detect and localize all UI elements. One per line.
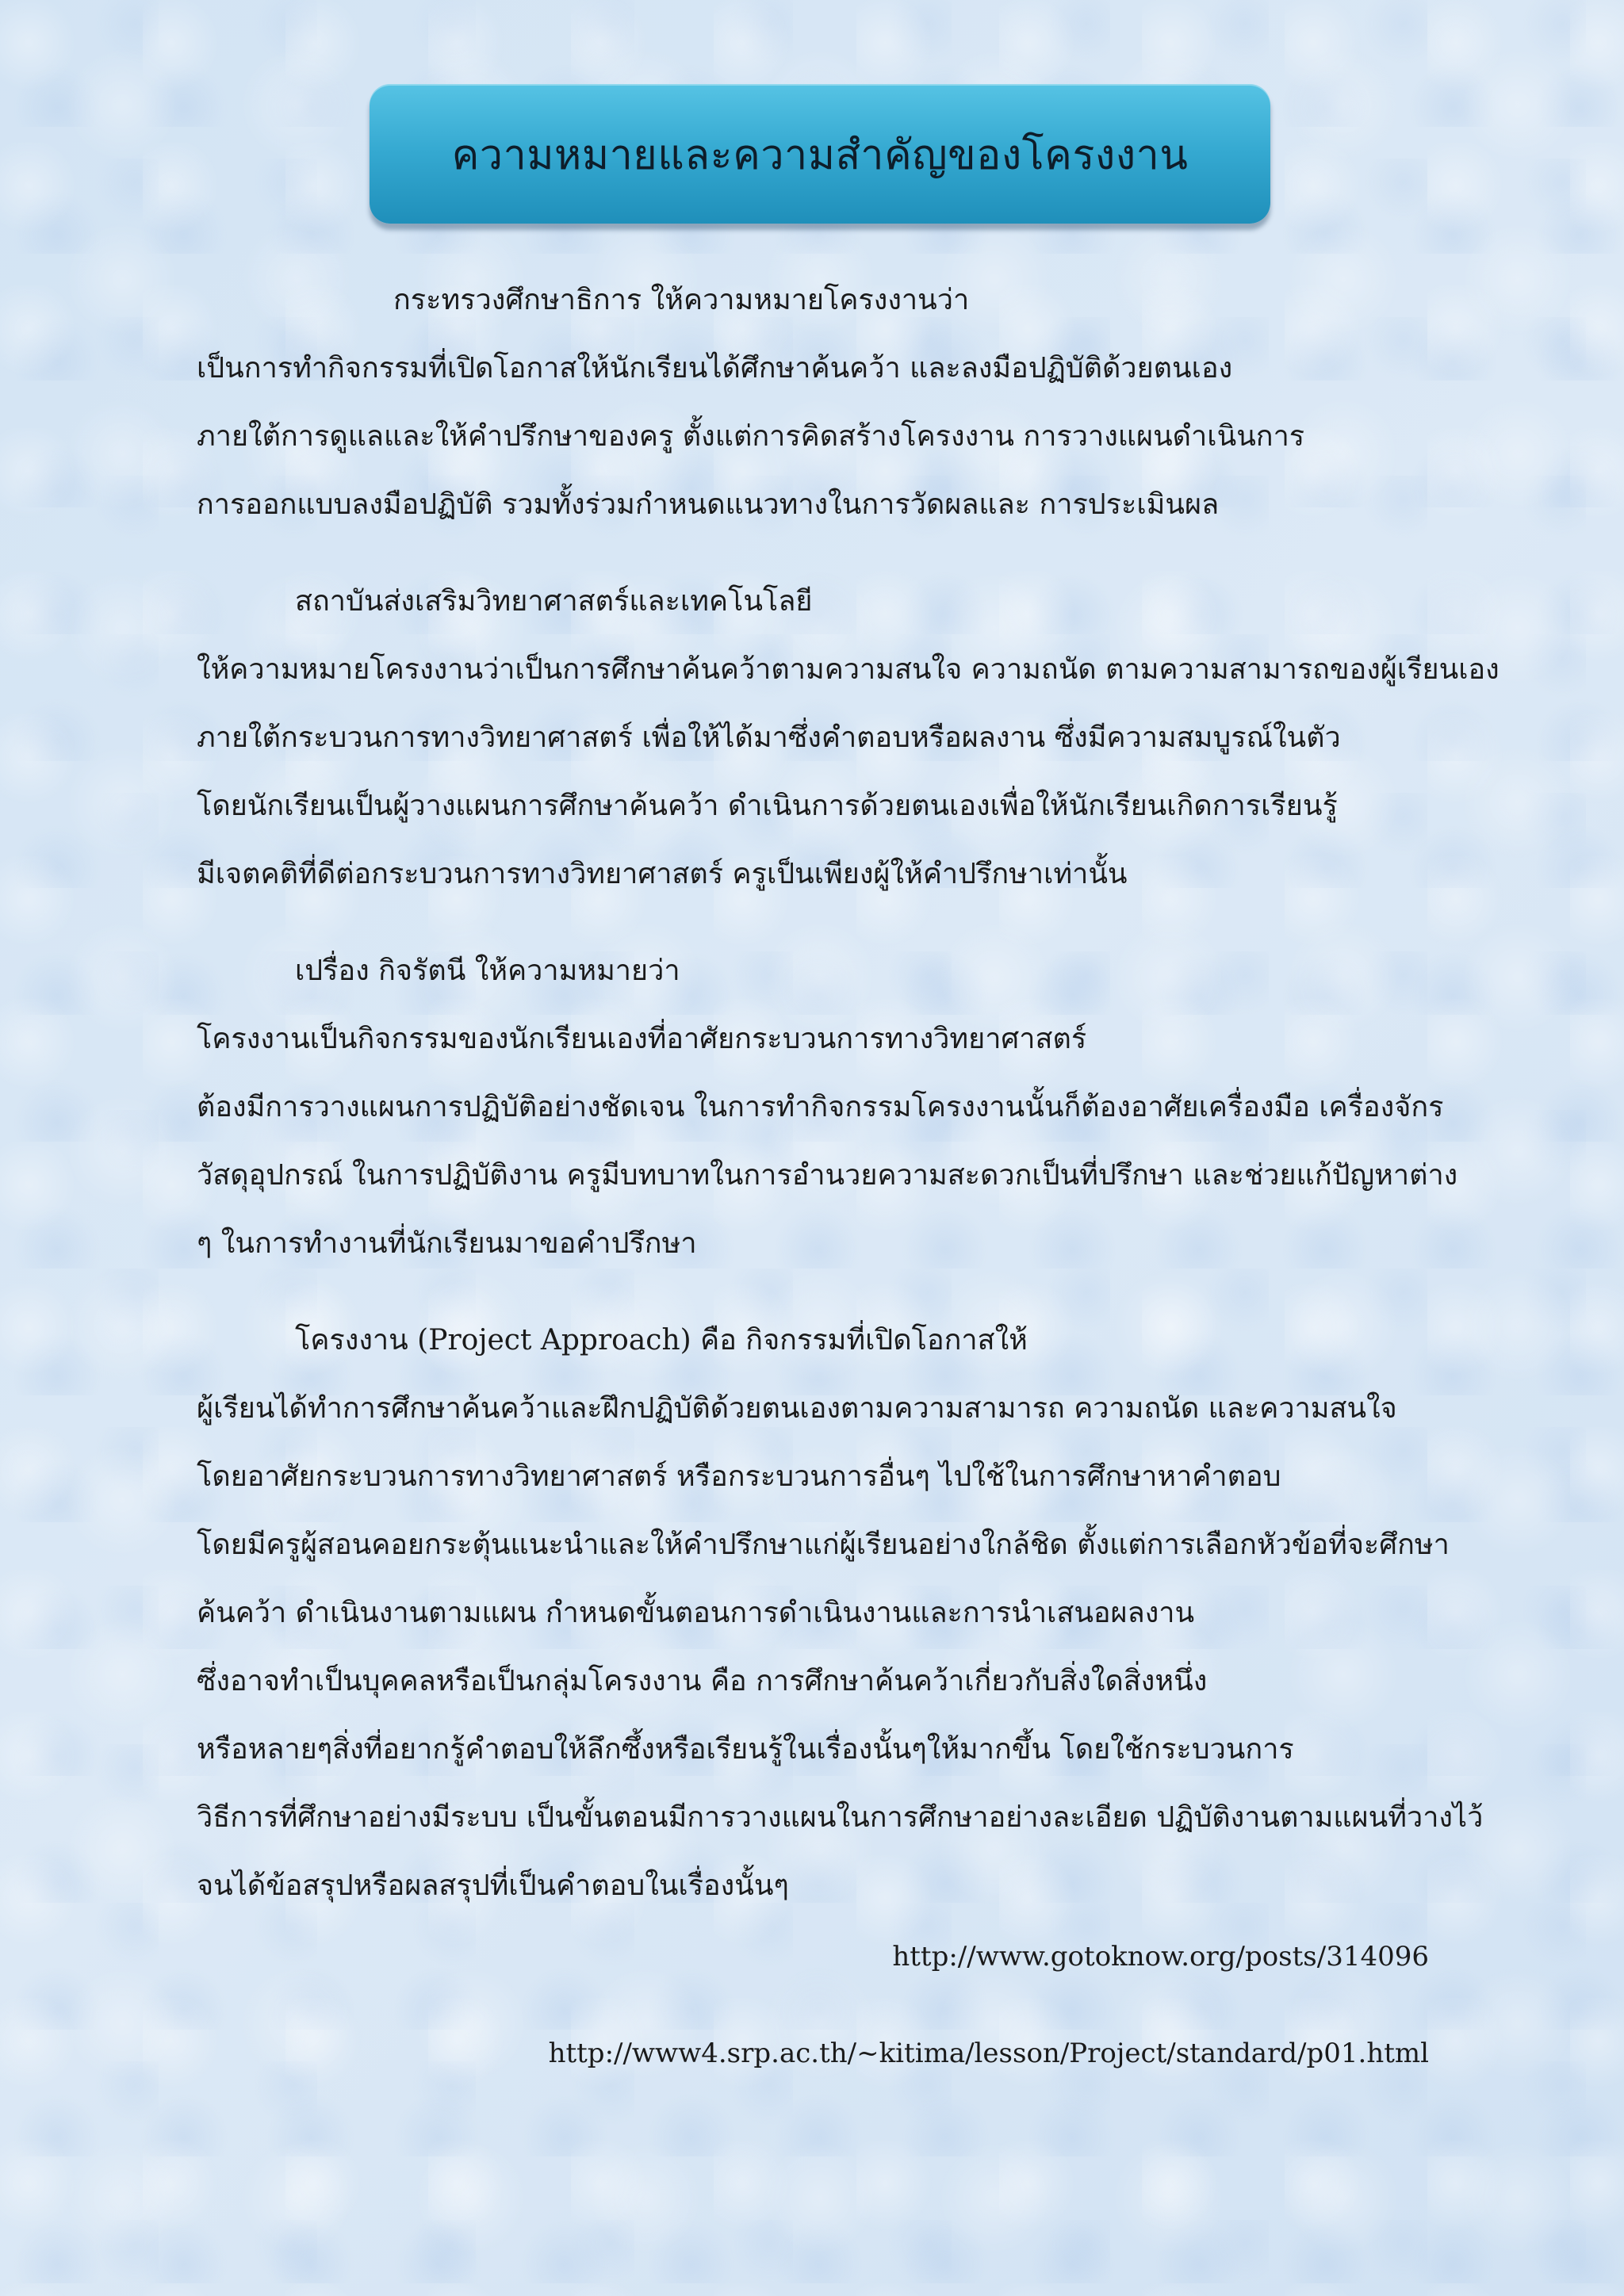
paragraph-line: มีเจตคติที่ดีต่อกระบวนการทางวิทยาศาสตร์ ครูเป็นเพียงผู้ให้คำปรึกษาเท่านั้น xyxy=(197,858,1128,890)
paragraph-line: โดยนักเรียนเป็นผู้วางแผนการศึกษาค้นคว้า ดำเนินการด้วยตนเองเพื่อให้นักเรียนเกิดการเรียนรู้ xyxy=(197,790,1338,822)
page-title: ความหมายและความสำคัญของโครงงาน xyxy=(451,131,1189,179)
paragraph-line: จนได้ข้อสรุปหรือผลสรุปที่เป็นคำตอบในเรื่องนั้นๆ xyxy=(197,1869,789,1902)
paragraph-line: การออกแบบลงมือปฏิบัติ รวมทั้งร่วมกำหนดแนวทางในการวัดผลและ การประเมินผล xyxy=(197,488,1220,521)
paragraph-ipst-definition xyxy=(197,568,1500,909)
source-references xyxy=(549,1938,1429,2072)
source-url-srp: http://www4.srp.ac.th/~kitima/lesson/Project/standard/p01.html xyxy=(548,2038,1429,2069)
paragraph-line: กระทรวงศึกษาธิการ ให้ความหมายโครงงานว่า xyxy=(393,284,970,316)
paragraph-line: โครงงานเป็นกิจกรรมของนักเรียนเองที่อาศัยกระบวนการทางวิทยาศาสตร์ xyxy=(197,1023,1087,1055)
paragraph-line: โครงงาน (Project Approach) คือ กิจกรรมที่เปิดโอกาสให้ xyxy=(295,1324,1028,1357)
paragraph-line: ผู้เรียนได้ทำการศึกษาค้นคว้าและฝึกปฏิบัติด้วยตนเองตามความสามารถ ความถนัด และความสนใจ xyxy=(197,1392,1397,1425)
paragraph-line: วิธีการที่ศึกษาอย่างมีระบบ เป็นขั้นตอนมีการวางแผนในการศึกษาอย่างละเอียด ปฏิบัติงานตามแผนที่วางไว้ xyxy=(197,1801,1484,1834)
paragraph-line: เป็นการทำกิจกรรมที่เปิดโอกาสให้นักเรียนได้ศึกษาค้นคว้า และลงมือปฏิบัติด้วยตนเอง xyxy=(197,352,1233,385)
paragraph-ministry-definition xyxy=(197,266,1434,539)
paragraph-line: หรือหลายๆสิ่งที่อยากรู้คำตอบให้ลึกซึ้งหรือเรียนรู้ในเรื่องนั้นๆให้มากขึ้น โดยใช้กระบวนการ xyxy=(197,1733,1294,1766)
paragraph-project-approach xyxy=(197,1307,1484,1920)
paragraph-line: ซึ่งอาจทำเป็นบุคคลหรือเป็นกลุ่มโครงงาน คือ การศึกษาค้นคว้าเกี่ยวกับสิ่งใดสิ่งหนึ่ง xyxy=(197,1665,1208,1697)
paragraph-line: โดยอาศัยกระบวนการทางวิทยาศาสตร์ หรือกระบวนการอื่นๆ ไปใช้ในการศึกษาหาคำตอบ xyxy=(197,1460,1281,1493)
paragraph-prueang-definition xyxy=(197,937,1458,1278)
paragraph-line: ต้องมีการวางแผนการปฏิบัติอย่างชัดเจน ในการทำกิจกรรมโครงงานนั้นก็ต้องอาศัยเครื่องมือ เครื่องจักร xyxy=(197,1091,1444,1123)
paragraph-line: โดยมีครูผู้สอนคอยกระตุ้นแนะนำและให้คำปรึกษาแก่ผู้เรียนอย่างใกล้ชิด ตั้งแต่การเลือกหัวข้อที่จะศึกษา xyxy=(197,1529,1450,1561)
paragraph-line: วัสดุอุปกรณ์ ในการปฏิบัติงาน ครูมีบทบาทในการอำนวยความสะดวกเป็นที่ปรึกษา และช่วยแก้ปัญหาต่าง xyxy=(197,1159,1458,1192)
paragraph-line: ๆ ในการทำงานที่นักเรียนมาขอคำปรึกษา xyxy=(197,1227,697,1260)
paragraph-line: ให้ความหมายโครงงานว่าเป็นการศึกษาค้นคว้าตามความสนใจ ความถนัด ตามความสามารถของผู้เรียนเอง xyxy=(197,653,1500,686)
body-text xyxy=(197,266,1500,1949)
paragraph-line: ภายใต้การดูแลและให้คำปรึกษาของครู ตั้งแต่การคิดสร้างโครงงาน การวางแผนดำเนินการ xyxy=(197,420,1305,453)
paragraph-line: สถาบันส่งเสริมวิทยาศาสตร์และเทคโนโลยี xyxy=(295,585,813,618)
title-banner xyxy=(370,84,1270,224)
paragraph-line: ภายใต้กระบวนการทางวิทยาศาสตร์ เพื่อให้ได้มาซึ่งคำตอบหรือผลงาน ซึ่งมีความสมบูรณ์ในตัว xyxy=(197,721,1341,754)
paragraph-line: เปรื่อง กิจรัตนี ให้ความหมายว่า xyxy=(295,955,680,987)
paragraph-line: ค้นคว้า ดำเนินงานตามแผน กำหนดขั้นตอนการดำเนินงานและการนำเสนอผลงาน xyxy=(197,1597,1195,1629)
source-url-gotoknow: http://www.gotoknow.org/posts/314096 xyxy=(892,1941,1429,1973)
